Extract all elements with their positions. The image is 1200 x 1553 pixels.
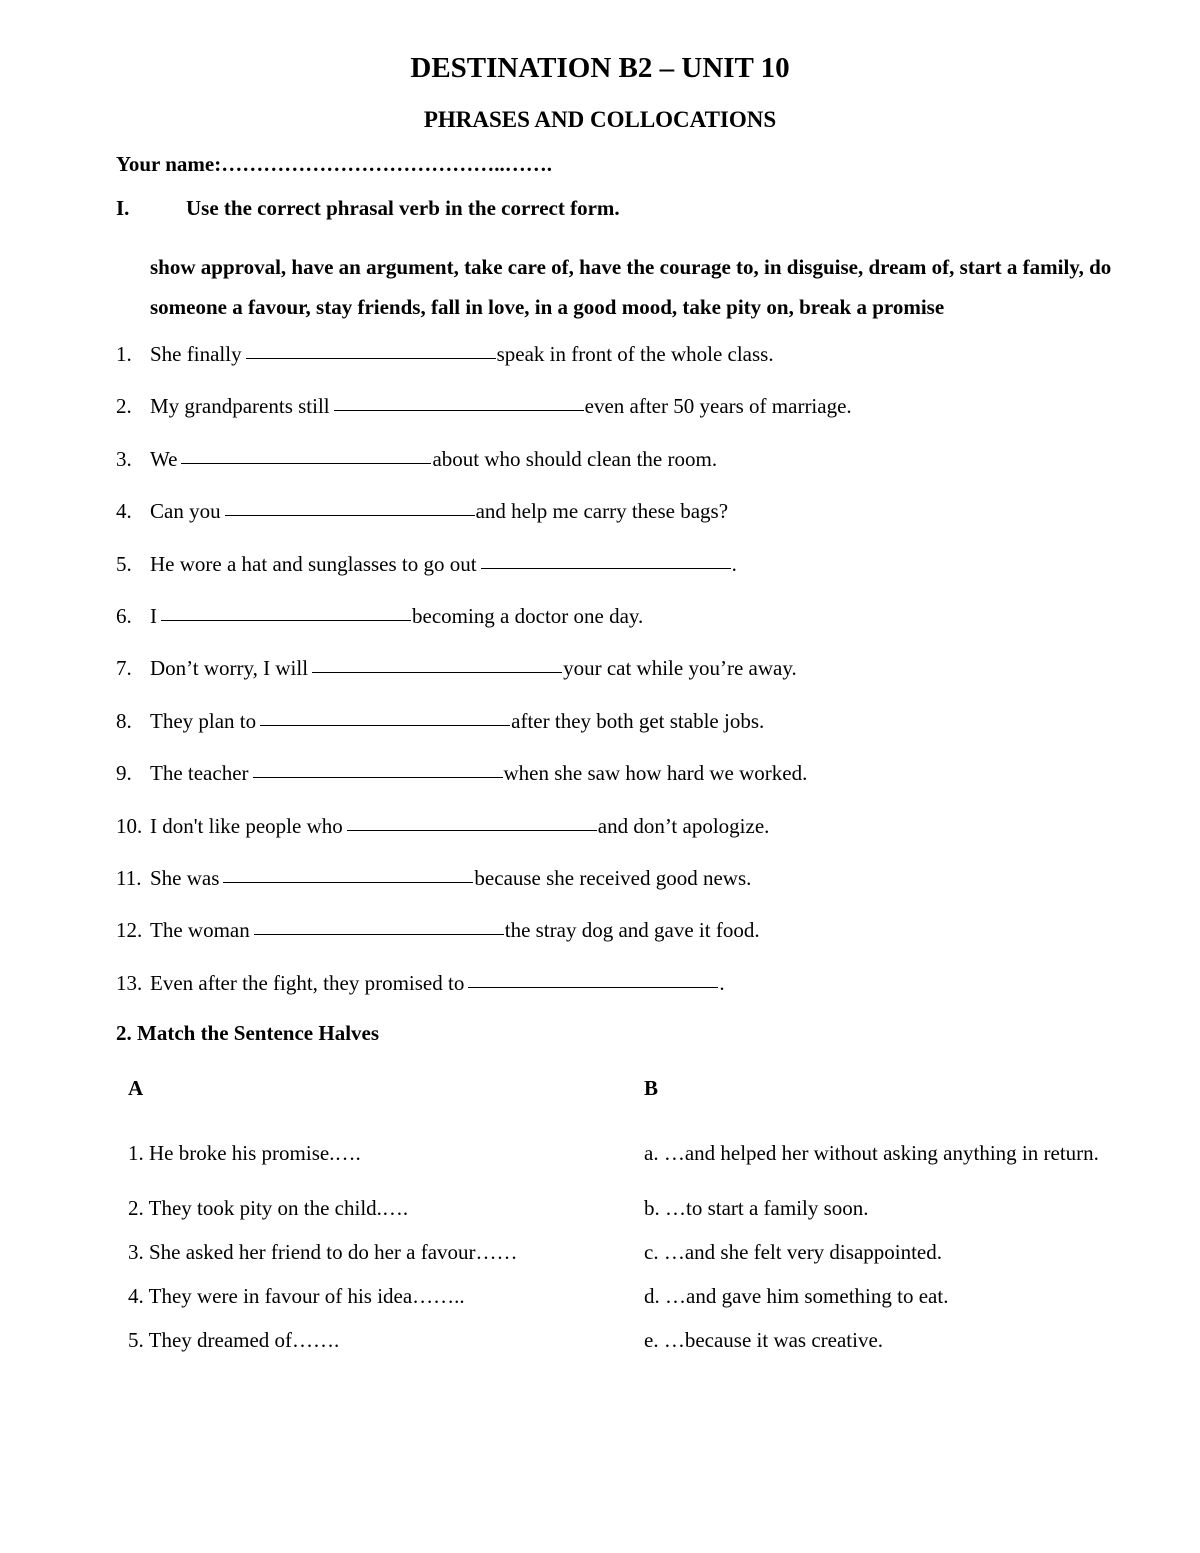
answer-blank[interactable] [253,755,503,778]
item-number: 3. [116,446,132,471]
sentence-start: 3. She asked her friend to do her a favour…… [128,1240,518,1264]
item-text-before: Even after the fight, they promised to [150,970,465,995]
item-text-before: The teacher [150,761,249,786]
answer-blank[interactable] [334,388,584,411]
item-text-after: the stray dog and gave it food. [504,918,760,943]
exercise-item [116,808,1116,860]
item-text-before: My grandparents still [150,394,330,419]
sentence-ending: e. …because it was creative. [644,1328,884,1352]
section-2-heading: 2. Match the Sentence Halves [116,1021,380,1045]
page-subtitle: PHRASES AND COLLOCATIONS [423,107,777,132]
item-text-before: He wore a hat and sunglasses to go out [150,551,477,576]
item-number: 9. [116,761,132,786]
item-text-after: becoming a doctor one day. [412,603,644,628]
item-number: 11. [116,865,142,890]
exercise-item [116,755,1116,807]
answer-blank[interactable] [468,965,718,988]
answer-blank[interactable] [254,912,504,935]
column-a-header: A [128,1076,144,1100]
exercise-item [116,650,1116,702]
item-number: 12. [116,918,143,943]
item-text-before: We [150,446,178,471]
item-text-before: They plan to [150,708,257,733]
item-text-before: The woman [150,918,250,943]
exercise-item [116,703,1116,755]
item-number: 7. [116,656,132,681]
item-text-after: . [719,970,725,995]
answer-blank[interactable] [347,808,597,831]
exercise-list [116,336,1116,1017]
item-text-before: She was [150,865,220,890]
exercise-item [116,493,1116,545]
matching-table [128,1076,1108,1362]
section-1-number: I. [116,196,130,220]
answer-blank[interactable] [223,860,473,883]
exercise-item [116,912,1116,964]
name-field-label: Your name:…………………………………..……. [116,152,552,176]
answer-blank[interactable] [312,650,562,673]
answer-blank[interactable] [260,703,510,726]
item-text-after: because she received good news. [474,865,752,890]
answer-blank[interactable] [246,336,496,359]
sentence-start: 5. They dreamed of……. [128,1328,340,1352]
column-b-header: B [644,1076,659,1100]
exercise-item [116,598,1116,650]
item-number: 10. [116,813,143,838]
item-text-after: . [731,551,737,576]
word-bank: show approval, have an argument, take care of, have the courage to, in disguise, dream of, start a family, do someone a favour, stay friends, fall in love, in a good mood, take pity on, break a promise [150,255,1112,319]
item-number: 2. [116,394,132,419]
item-number: 1. [116,342,132,366]
exercise-item [116,336,1116,388]
item-text-before: I [150,603,157,628]
item-text-after: and help me carry these bags? [475,499,729,524]
exercise-item [116,388,1116,440]
table-row [128,1120,1108,1186]
answer-blank[interactable] [225,493,475,516]
table-row [128,1318,1108,1362]
answer-blank[interactable] [481,546,731,569]
page-title: DESTINATION B2 – UNIT 10 [410,52,790,84]
item-text-after: and don’t apologize. [597,813,770,838]
item-number: 5. [116,551,132,576]
section-1-instruction: Use the correct phrasal verb in the correct form. [186,196,620,220]
exercise-item [116,965,1116,1017]
section-1-heading [116,196,620,221]
exercise-item [116,441,1116,493]
item-text-before: Don’t worry, I will [150,656,309,681]
item-text-after: after they both get stable jobs. [511,708,765,733]
sentence-ending: b. …to start a family soon. [644,1196,869,1220]
item-text-after: even after 50 years of marriage. [584,394,852,419]
item-text-after: when she saw how hard we worked. [503,761,808,786]
sentence-start: 2. They took pity on the child.…. [128,1196,409,1220]
exercise-item [116,860,1116,912]
item-number: 8. [116,708,132,733]
item-text-before: She finally [150,342,242,366]
item-text-after: your cat while you’re away. [563,656,797,681]
sentence-ending: c. …and she felt very disappointed. [644,1240,942,1264]
item-text-before: I don't like people who [150,813,343,838]
item-number: 13. [116,970,143,995]
sentence-ending: d. …and gave him something to eat. [644,1284,949,1308]
sentence-start: 4. They were in favour of his idea…….. [128,1284,465,1308]
table-row [128,1230,1108,1274]
item-text-after: speak in front of the whole class. [496,342,774,366]
sentence-start: 1. He broke his promise.…. [128,1141,361,1165]
answer-blank[interactable] [161,598,411,621]
item-text-before: Can you [150,499,221,524]
item-text-after: about who should clean the room. [432,446,718,471]
table-row [128,1186,1108,1230]
answer-blank[interactable] [181,441,431,464]
item-number: 6. [116,603,132,628]
sentence-ending: a. …and helped her without asking anything in return. [644,1141,1099,1165]
item-number: 4. [116,499,132,524]
table-row [128,1274,1108,1318]
exercise-item [116,546,1116,598]
